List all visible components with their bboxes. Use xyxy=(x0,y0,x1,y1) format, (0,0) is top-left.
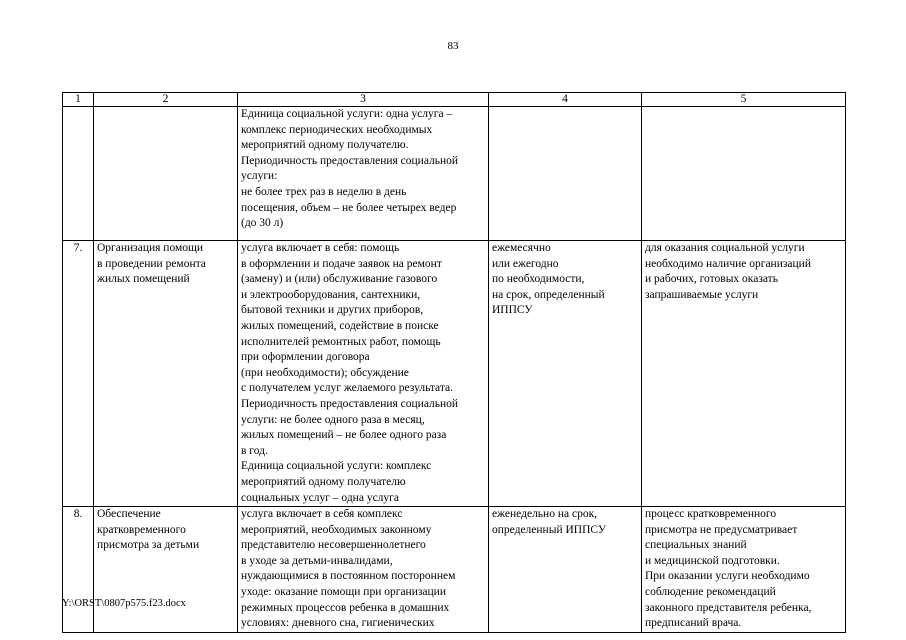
cell-text-line: предписаний врача. xyxy=(645,617,742,630)
cell-text-line: уходе: оказание помощи при организации xyxy=(241,586,446,599)
service-name-cell xyxy=(94,507,238,633)
cell-text-line: жилых помещений – не более одного раза xyxy=(241,429,447,442)
cell-text-line: при оформлении договора xyxy=(241,351,370,364)
services-table xyxy=(62,92,846,633)
column-header: 1 xyxy=(63,93,94,107)
cell-text-line: для оказания социальной услуги xyxy=(645,242,805,254)
table-header-row xyxy=(63,93,846,107)
table-row xyxy=(63,107,846,241)
cell-text-line: посещения, объем – не более четырех ведер xyxy=(241,201,457,214)
cell-text-line: еженедельно на срок, xyxy=(492,508,598,521)
cell-text-line: соблюдение рекомендаций xyxy=(645,586,776,599)
cell-text-line: мероприятий одному получателю. xyxy=(241,139,409,152)
cell-text-line: в уходе за детьми-инвалидами, xyxy=(241,554,393,567)
cell-text-line: и электрооборудования, сантехники, xyxy=(241,288,421,301)
cell-text-line: на срок, определенный xyxy=(492,288,605,301)
service-conditions-cell xyxy=(642,507,846,633)
column-header: 5 xyxy=(642,93,846,107)
cell-text-line: жилых помещений, содействие в поиске xyxy=(241,319,439,332)
row-number-cell: 8. xyxy=(63,507,94,633)
cell-text-line: услуги: не более одного раза в месяц, xyxy=(241,413,425,426)
cell-text-line: с получателем услуг желаемого результата. xyxy=(241,382,454,395)
cell-text-line: исполнителей ремонтных работ, помощь xyxy=(241,335,441,348)
cell-text-line: социальных услуг – одна услуга xyxy=(241,491,399,504)
cell-text-line: специальных знаний xyxy=(645,539,747,552)
cell-text-line: ежемесячно xyxy=(492,242,551,254)
column-header: 3 xyxy=(238,93,489,107)
page-number: 83 xyxy=(447,40,459,52)
cell-text-line: или ежегодно xyxy=(492,257,559,270)
cell-text-line: Периодичность предоставления социальной xyxy=(241,154,459,167)
cell-text-line: Единица социальной услуги: комплекс xyxy=(241,460,432,473)
cell-text-line: Обеспечение xyxy=(97,508,161,521)
cell-text-line: и рабочих, готовых оказать xyxy=(645,273,778,286)
row-number-cell xyxy=(63,107,94,241)
file-path-footer: Y:\ORST\0807p575.f23.docx xyxy=(62,598,186,609)
cell-text-line: Периодичность предоставления социальной xyxy=(241,397,459,410)
cell-text-line: кратковременного xyxy=(97,523,186,536)
cell-text-line: услуга включает в себя комплекс xyxy=(241,508,403,521)
cell-text-line: представителю несовершеннолетнего xyxy=(241,539,426,552)
cell-text-line: (до 30 л) xyxy=(241,217,284,230)
cell-text-line: жилых помещений xyxy=(97,273,190,286)
cell-text-line: процесс кратковременного xyxy=(645,508,777,521)
table-row xyxy=(63,507,846,633)
cell-text-line: по необходимости, xyxy=(492,273,585,286)
cell-text-line: При оказании услуги необходимо xyxy=(645,570,810,583)
cell-text-line: в оформлении и подаче заявок на ремонт xyxy=(241,257,442,270)
cell-text-line: режимных процессов ребенка в домашних xyxy=(241,601,450,614)
cell-text-line: ИППСУ xyxy=(492,304,533,317)
cell-text-line: необходимо наличие организаций xyxy=(645,257,811,270)
cell-text-line: бытовой техники и других приборов, xyxy=(241,304,424,317)
cell-text-line: запрашиваемые услуги xyxy=(645,288,759,301)
service-period-cell xyxy=(489,241,642,507)
cell-text-line: Организация помощи xyxy=(97,242,204,254)
cell-text-line: мероприятий, необходимых законному xyxy=(241,523,432,536)
service-description-cell xyxy=(238,507,489,633)
cell-text-line: присмотра не предусматривает xyxy=(645,523,798,536)
service-description-cell xyxy=(238,107,489,241)
cell-text-line: в проведении ремонта xyxy=(97,257,206,270)
service-description-cell xyxy=(238,241,489,507)
cell-text-line: нуждающимися в постоянном постороннем xyxy=(241,570,456,583)
cell-text-line: в год. xyxy=(241,444,268,457)
service-period-cell xyxy=(489,107,642,241)
service-period-cell xyxy=(489,507,642,633)
service-conditions-cell xyxy=(642,107,846,241)
table-row xyxy=(63,241,846,507)
cell-text-line: условиях: дневного сна, гигиенических xyxy=(241,617,435,630)
cell-text-line: не более трех раз в неделю в день xyxy=(241,185,407,198)
row-number-cell: 7. xyxy=(63,241,94,507)
cell-text-line: услуга включает в себя: помощь xyxy=(241,242,400,254)
column-header: 2 xyxy=(94,93,238,107)
column-header: 4 xyxy=(489,93,642,107)
service-name-cell xyxy=(94,241,238,507)
cell-text-line: (замену) и (или) обслуживание газового xyxy=(241,273,438,286)
cell-text-line: законного представителя ребенка, xyxy=(645,601,812,614)
cell-text-line: присмотра за детьми xyxy=(97,539,200,552)
service-conditions-cell xyxy=(642,241,846,507)
cell-text-line: и медицинской подготовки. xyxy=(645,554,780,567)
cell-text-line: мероприятий одному получателю xyxy=(241,475,406,488)
cell-text-line: (при необходимости); обсуждение xyxy=(241,366,409,379)
cell-text-line: комплекс периодических необходимых xyxy=(241,123,433,136)
cell-text-line: услуги: xyxy=(241,170,278,183)
cell-text-line: Единица социальной услуги: одна услуга – xyxy=(241,108,453,120)
cell-text-line: определенный ИППСУ xyxy=(492,523,607,536)
service-name-cell xyxy=(94,107,238,241)
